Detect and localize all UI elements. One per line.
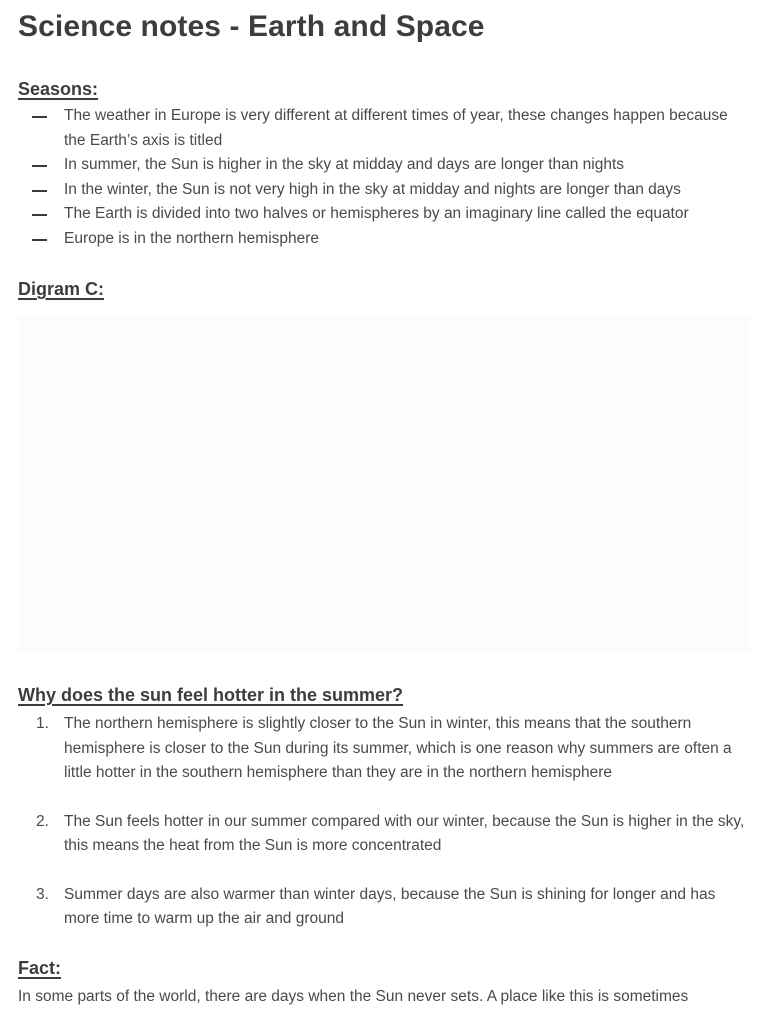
list-item-text: The weather in Europe is very different at different times of year, these changes happen because the Earth’s axis is titled xyxy=(64,107,728,149)
list-item-text: In the winter, the Sun is not very high in the sky at midday and nights are longer than days xyxy=(64,180,681,198)
list-item-number: 3. xyxy=(36,885,49,903)
list-item xyxy=(0,227,768,252)
seasons-list xyxy=(0,104,768,251)
dash-bullet-icon xyxy=(32,214,47,216)
why-hotter-list xyxy=(0,712,768,956)
list-item xyxy=(0,712,768,786)
fact-heading: Fact: xyxy=(18,958,62,978)
list-item-number: 1. xyxy=(36,715,49,732)
diagram-placeholder xyxy=(18,316,750,652)
fact-text: In some parts of the world, there are days when the Sun never sets. A place like this is sometimes xyxy=(18,988,689,1005)
list-item xyxy=(0,202,768,227)
list-item xyxy=(0,178,768,203)
list-item xyxy=(0,810,768,859)
dash-bullet-icon xyxy=(32,165,47,167)
page-title: Science notes - Earth and Space xyxy=(18,10,485,43)
list-item-text: Summer days are also warmer than winter days, because the Sun is shining for longer and has more time to warm up the air and ground xyxy=(64,885,716,927)
dash-bullet-icon xyxy=(32,116,47,118)
dash-bullet-icon xyxy=(32,190,47,192)
dash-bullet-icon xyxy=(32,239,47,241)
diagram-heading: Digram C: xyxy=(18,279,105,299)
list-item-number: 2. xyxy=(36,812,49,830)
list-item xyxy=(0,153,768,178)
list-item-text: The Sun feels hotter in our summer compared with our winter, because the Sun is higher in the sky, this means the heat from the Sun is more concentrated xyxy=(64,812,745,854)
list-item-text: Europe is in the northern hemisphere xyxy=(64,229,320,247)
why-hotter-heading: Why does the sun feel hotter in the summer? xyxy=(18,685,404,705)
list-item xyxy=(0,883,768,932)
list-item xyxy=(0,104,768,153)
list-item-text: The Earth is divided into two halves or hemispheres by an imaginary line called the equator xyxy=(64,205,689,222)
seasons-heading: Seasons: xyxy=(18,79,99,99)
list-item-text: In summer, the Sun is higher in the sky at midday and days are longer than nights xyxy=(64,156,625,173)
list-item-text: The northern hemisphere is slightly closer to the Sun in winter, this means that the southern hemisphere is closer to the Sun during its summer, which is one reason why summers are often a little hotter in the southern hemisphere than they are in the northern hemisphere xyxy=(64,715,732,781)
